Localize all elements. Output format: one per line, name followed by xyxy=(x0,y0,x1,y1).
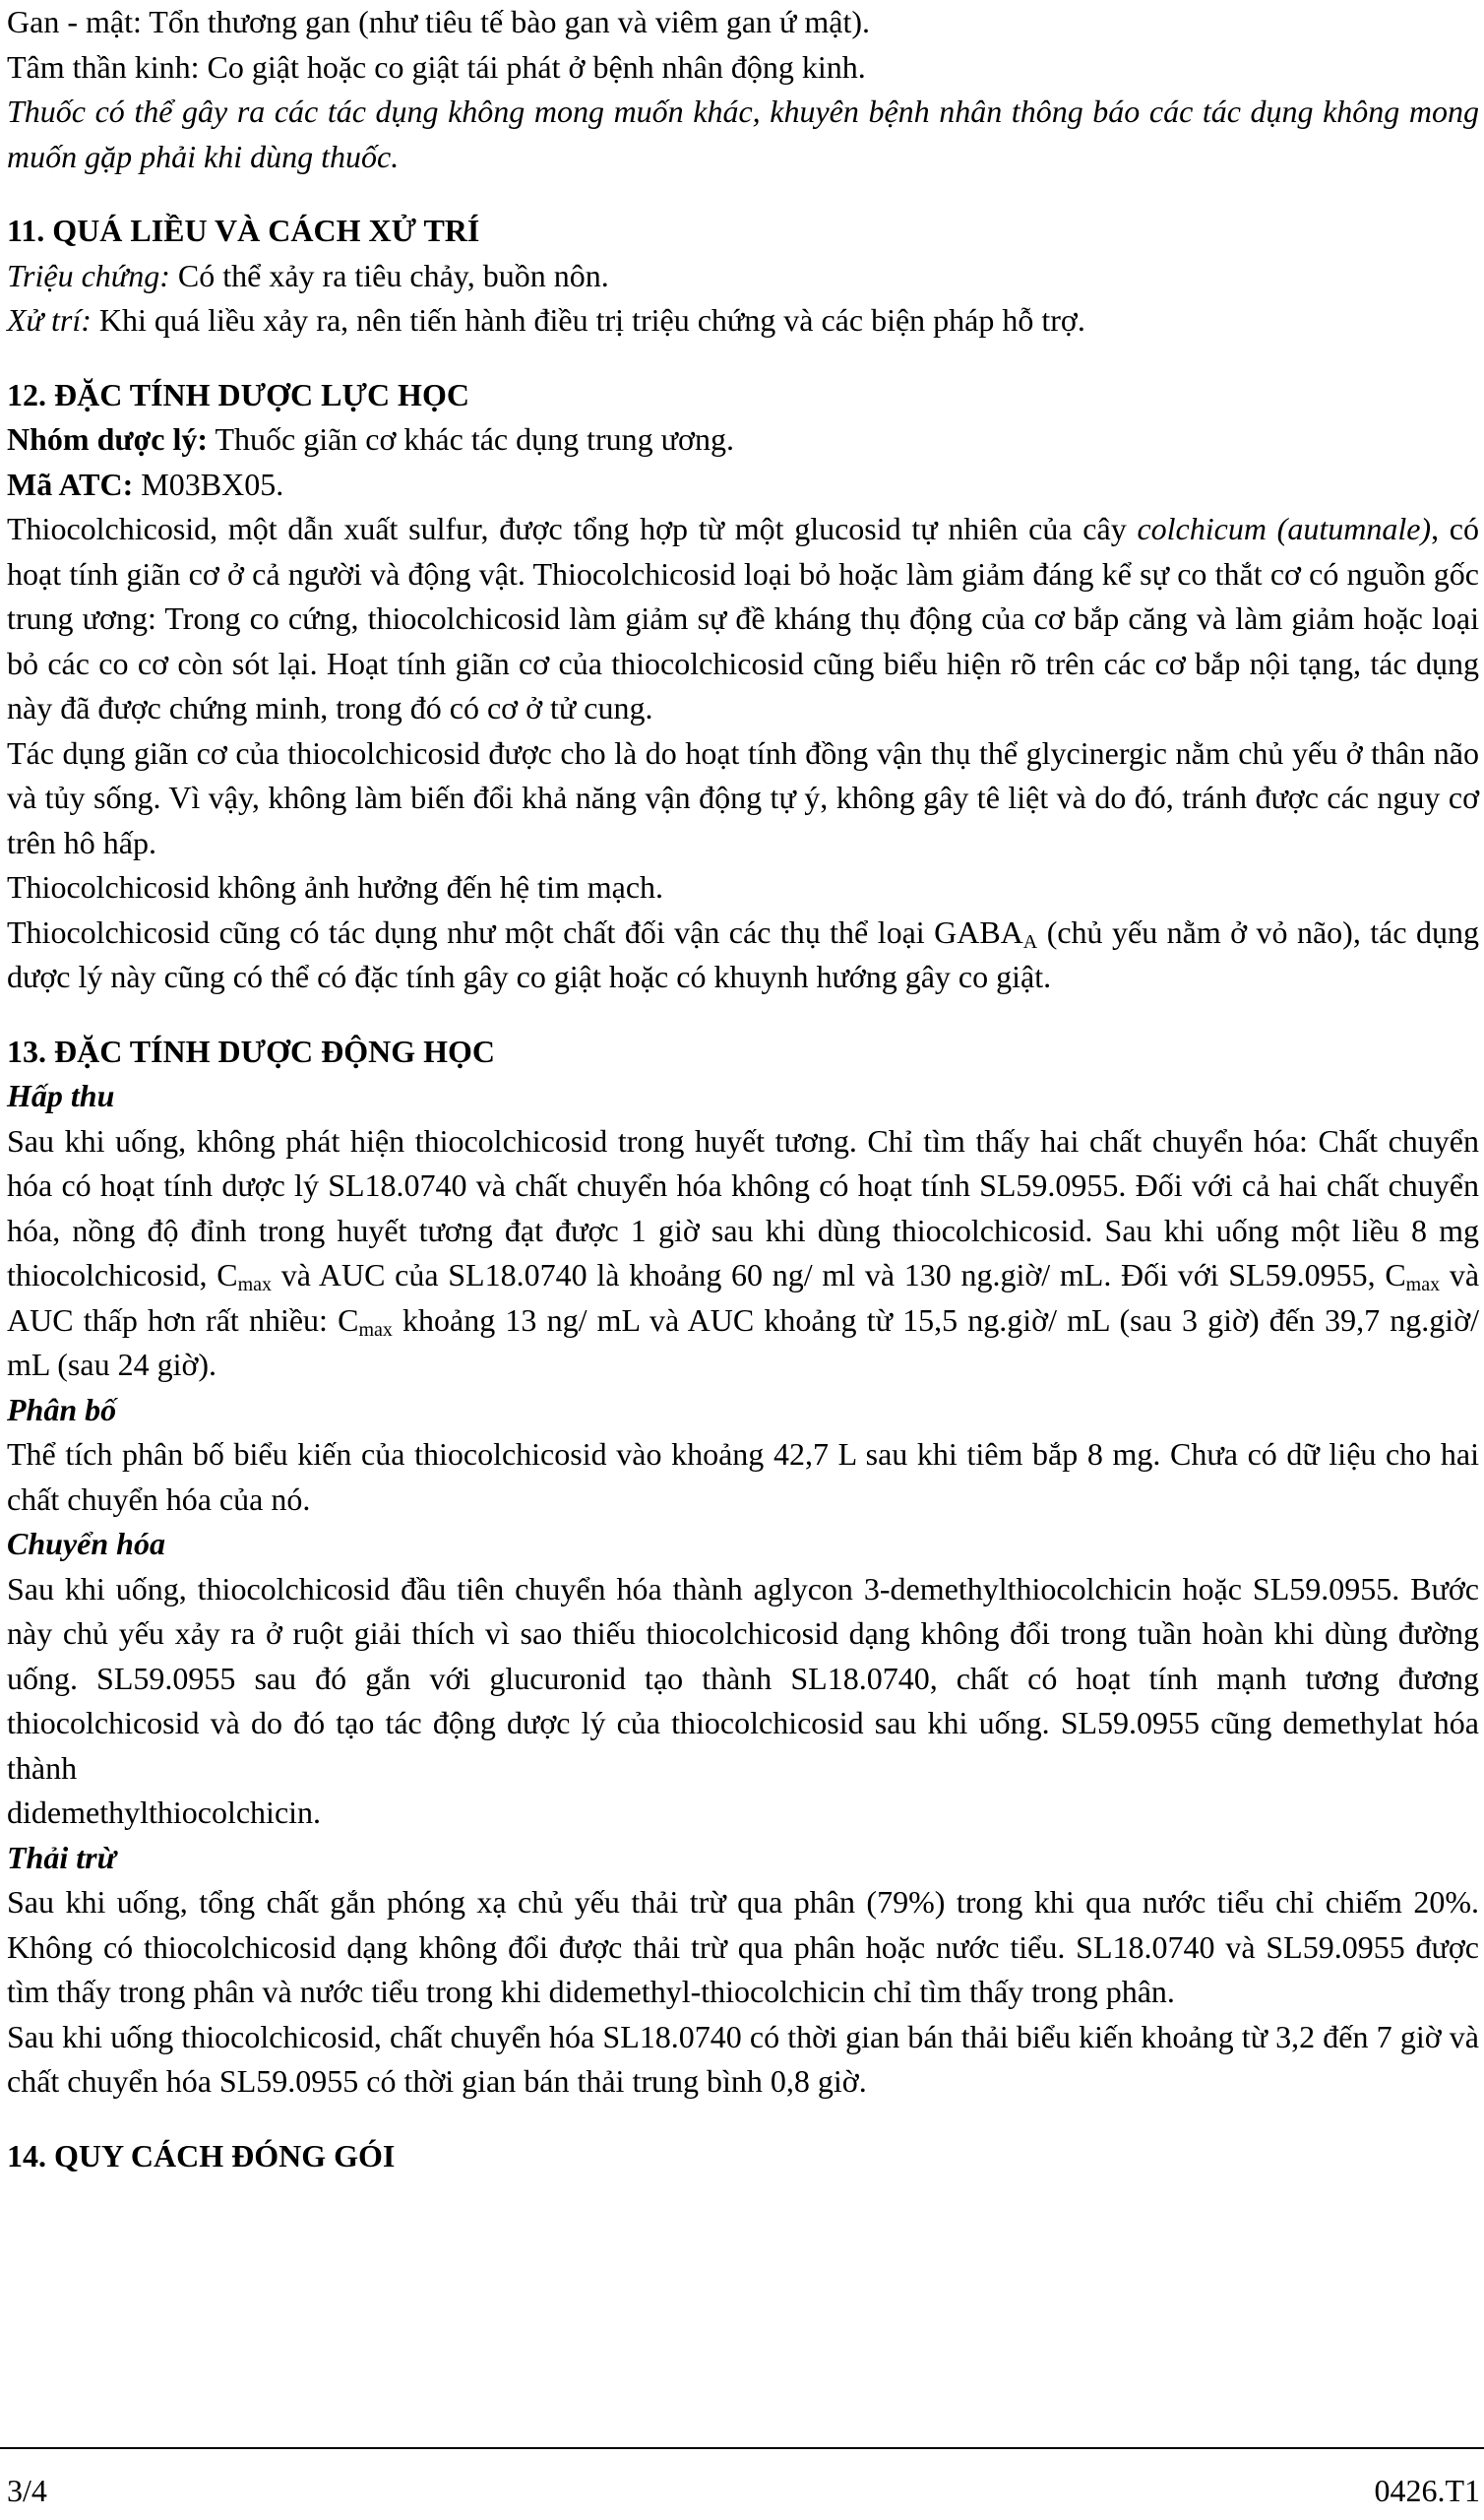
metabolism-last-line: didemethylthiocolchicin. xyxy=(7,1795,322,1830)
cmax-subscript: max xyxy=(1405,1274,1441,1295)
metabolism-title: Chuyển hóa xyxy=(7,1526,165,1561)
absorption-part-c: và AUC thấp hơn rất nhiều: C xyxy=(7,1257,1480,1338)
overdose-symptoms xyxy=(7,254,1479,299)
overdose-treatment xyxy=(7,298,1479,344)
document-page xyxy=(7,0,1479,2178)
excretion-text-2: Sau khi uống thiocolchicosid, chất chuyển hóa SL18.0740 có thời gian bán thải biểu kiến khoảng từ 3,2 đến 7 giờ và chất chuyển hóa SL59.0955 có thời gian bán thải trung bình 0,8 giờ. xyxy=(7,2018,1479,2099)
pharmacologic-group xyxy=(7,417,1479,463)
absorption-text xyxy=(7,1119,1479,1388)
atc-label: Mã ATC: xyxy=(7,466,134,502)
treatment-label: Xử trí: xyxy=(7,302,92,338)
pharmacodynamics-paragraph-3: Thiocolchicosid không ảnh hưởng đến hệ tim mạch. xyxy=(7,869,664,905)
metabolism-body: Sau khi uống, thiocolchicosid đầu tiên chuyển hóa thành aglycon 3-demethylthiocolchicin hoặc SL59.0955. Bước này chủ yếu xảy ra ở ruột giải thích vì sao thiếu thiocolchicosid dạng không đổi trong tuần hoàn khi dùng đường uống. SL59.0955 sau đó gắn với glucuronid tạo thành SL18.0740, chất có hoạt tính mạnh tương đương thiocolchicosid và do đó tạo tác động dược lý của thiocolchicosid sau khi uống. SL59.0955 cũng demethylat hóa thành xyxy=(7,1570,1479,1786)
excretion-title: Thải trừ xyxy=(7,1839,116,1875)
distribution-text: Thể tích phân bố biểu kiến của thiocolchicosid vào khoảng 42,7 L sau khi tiêm bắp 8 mg. Chưa có dữ liệu cho hai chất chuyển hóa của nó. xyxy=(7,1436,1479,1517)
absorption-part-d: khoảng 13 ng/ mL và AUC khoảng từ 15,5 ng.giờ/ mL (sau 3 giờ) đến 39,7 ng.giờ/ mL (sau 24 giờ). xyxy=(7,1301,1480,1382)
distribution-title: Phân bố xyxy=(7,1391,117,1427)
excretion-text-1: Sau khi uống, tổng chất gắn phóng xạ chủ yếu thải trừ qua phân (79%) trong khi qua nước tiểu chỉ chiếm 20%. Không có thiocolchicosid dạng không đổi được thải trừ qua phân hoặc nước tiểu. SL18.0740 và SL59.0955 được tìm thấy trong phân và nước tiểu trong khi didemethyl-thiocolchicin chỉ tìm thấy trong phân. xyxy=(7,1884,1479,2009)
cmax-subscript: max xyxy=(237,1274,273,1295)
absorption-part-a: Sau khi uống, không phát hiện thiocolchicosid trong huyết tương. Chỉ tìm thấy hai chất chuyển hóa: Chất chuyển hóa có hoạt tính dược lý SL18.0740 và chất chuyển hóa không có hoạt tính SL59.0955. Đối với cả hai chất chuyển hóa, nồng độ đỉnh trong huyết tương đạt được 1 giờ sau khi dùng thiocolchicosid. Sau khi uống một liều 8 mg thiocolchicosid, C xyxy=(7,1122,1479,1292)
absorption-title: Hấp thu xyxy=(7,1078,115,1113)
atc-text: M03BX05. xyxy=(133,466,284,502)
symptoms-text: Có thể xảy ra tiêu chảy, buồn nôn. xyxy=(169,257,609,293)
treatment-text: Khi quá liều xảy ra, nên tiến hành điều trị triệu chứng và các biện pháp hỗ trợ. xyxy=(91,302,1085,338)
metabolism-text xyxy=(7,1567,1479,1836)
group-text: Thuốc giãn cơ khác tác dụng trung ương. xyxy=(208,421,734,457)
document-code: 0426.T1 xyxy=(1374,2473,1480,2508)
p1-part-c: , có hoạt tính giãn cơ ở cả người và động vật. Thiocolchicosid loại bỏ hoặc làm giảm đáng kể sự co thắt cơ có nguồn gốc trung ương: Trong co cứng, thiocolchicosid làm giảm sự đề kháng thụ động của cơ bắp căng và làm giảm hoặc loại bỏ các co cơ còn sót lại. Hoạt tính giãn cơ của thiocolchicosid cũng biểu hiện rõ trên các cơ bắp nội tạng, tác dụng này đã được chứng minh, trong đó có cơ ở tử cung. xyxy=(7,511,1480,725)
pharmacodynamics-paragraph-2: Tác dụng giãn cơ của thiocolchicosid được cho là do hoạt tính đồng vận thụ thể glycinergic nằm chủ yếu ở thân não và tủy sống. Vì vậy, không làm biến đổi khả năng vận động tự ý, không gây tê liệt và do đó, tránh được các nguy cơ trên hô hấp. xyxy=(7,734,1479,860)
pharmacodynamics-paragraph-4 xyxy=(7,911,1479,1000)
pharmacodynamics-paragraph-1 xyxy=(7,507,1479,731)
p1-part-a: Thiocolchicosid, một dẫn xuất sulfur, được tổng hợp từ một glucosid tự nhiên của cây xyxy=(7,511,1138,546)
section-14-heading: 14. QUY CÁCH ĐÓNG GÓI xyxy=(7,2137,396,2174)
symptoms-label: Triệu chứng: xyxy=(7,257,170,293)
intro-liver: Gan - mật: Tổn thương gan (như tiêu tế bào gan và viêm gan ứ mật). xyxy=(7,4,871,39)
intro-notice: Thuốc có thể gây ra các tác dụng không mong muốn khác, khuyên bệnh nhân thông báo các tác dụng không mong muốn gặp phải khi dùng thuốc. xyxy=(7,94,1479,174)
group-label: Nhóm dược lý: xyxy=(7,421,209,457)
atc-code xyxy=(7,463,1479,508)
section-12-heading: 12. ĐẶC TÍNH DƯỢC LỰC HỌC xyxy=(7,376,469,412)
cmax-subscript: max xyxy=(358,1318,393,1341)
p4-part-a: Thiocolchicosid cũng có tác dụng như một chất đối vận các thụ thể loại GABA xyxy=(7,914,1023,950)
gaba-subscript: A xyxy=(1022,930,1038,953)
footer-divider xyxy=(0,2447,1484,2449)
section-13-heading: 13. ĐẶC TÍNH DƯỢC ĐỘNG HỌC xyxy=(7,1033,496,1069)
p1-plant-name: colchicum (autumnale) xyxy=(1137,511,1432,546)
section-11-heading: 11. QUÁ LIỀU VÀ CÁCH XỬ TRÍ xyxy=(7,213,480,248)
intro-neuro: Tâm thần kinh: Co giật hoặc co giật tái phát ở bệnh nhân động kinh. xyxy=(7,48,866,85)
p4-part-b: (chủ yếu nằm ở vỏ não), tác dụng dược lý này cũng có thể có đặc tính gây co giật hoặc có khuynh hướng gây co giật. xyxy=(7,914,1480,994)
page-number: 3/4 xyxy=(7,2473,47,2508)
absorption-part-b: và AUC của SL18.0740 là khoảng 60 ng/ ml và 130 ng.giờ/ mL. Đối với SL59.0955, C xyxy=(272,1257,1406,1292)
